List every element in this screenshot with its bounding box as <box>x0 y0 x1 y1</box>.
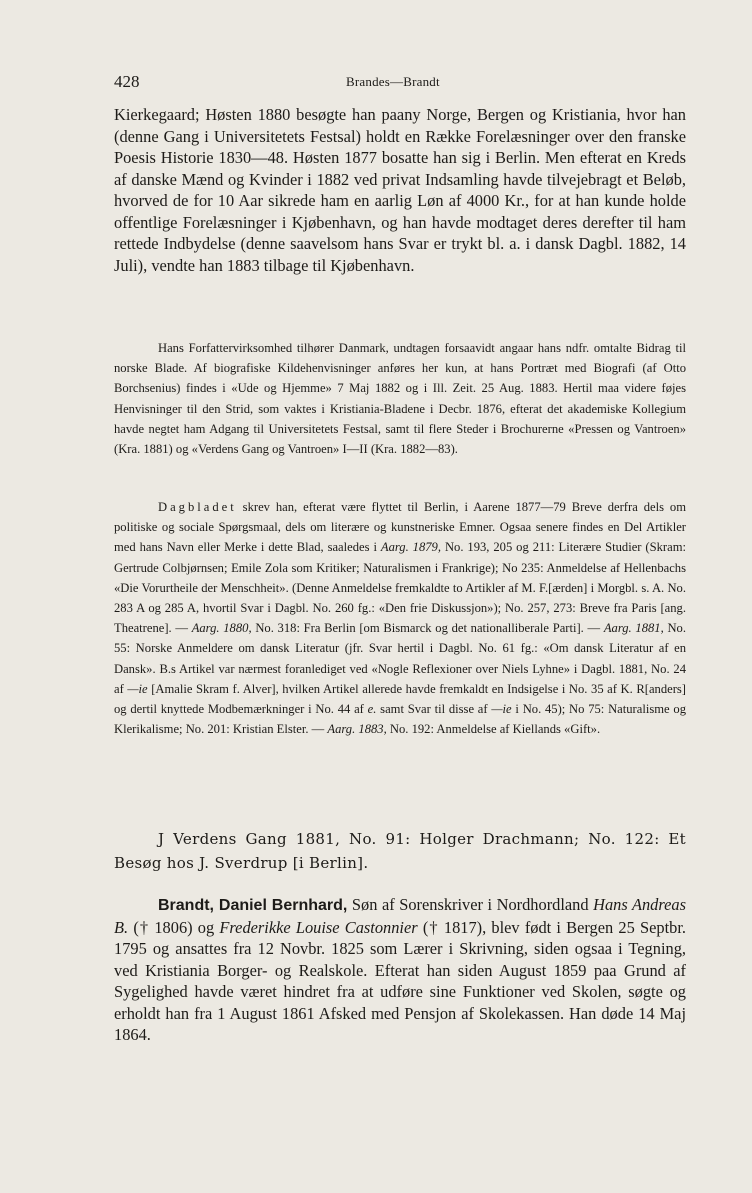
entry-brandt <box>114 894 686 1046</box>
dagbladet-name: Dagbladet <box>158 500 237 514</box>
text-segment: [Amalie Skram f. Alver], hvilken Artikel allerede havde fremkaldt en Indsigelse i No. 35 af K. R[anders] og dertil knyttede Modbemærkninger i No. 44 af <box>114 681 687 717</box>
year-ref: Aarg. 1883, <box>327 722 387 737</box>
signature-ref: —ie <box>491 702 512 717</box>
signature-ref: —ie <box>127 681 148 696</box>
signature-ref: e. <box>367 702 377 717</box>
text-segment: († 1806) og <box>128 917 220 937</box>
text-segment: No. 318: Fra Berlin [om Bismarck og det nationalliberale Parti]. — <box>251 621 604 636</box>
text-segment: skrev han, efterat være flyttet til Berlin, i Aarene 1877—79 Breve derfra dels om politiske og sociale Spørgsmaal, dels om literære og kunstneriske Emner. Ogsaa senere findes en Del Artikler med hans Navn eller Merke i dette Blad, saaledes i <box>114 500 686 555</box>
text-segment: i No. 45); No 75: Naturalisme og Klerikalisme; No. 201: Kristian Elster. — <box>114 702 686 737</box>
paragraph-verdens-gang: J Verdens Gang 1881, No. 91: Holger Drachmann; No. 122: Et Besøg hos J. Sverdrup [i Berlin]. <box>114 830 686 872</box>
year-ref: Aarg. 1880, <box>191 621 252 636</box>
text-segment: No. 193, 205 og 211: Literære Studier (Skram: Gertrude Colbjørnsen; Emile Zola som Kritiker; Naturalismen i Frankrige); No 235: Anmeldelse af Hellenbachs «Die Vorurtheile der Menschheit». (Denne Anmeldelse fremkaldte to Artikler af M. F.[ærden] i Morgbl. s. A. No. 283 A og 285 A, hvortil Svar i Dagbl. No. 260 fg.: «Den frie Diskussjon»); No. 257, 273: Breve fra Paris [ang. Theatrene]. — <box>114 540 686 636</box>
page-number: 428 <box>114 72 140 91</box>
paragraph-sources: Hans Forfattervirksomhed tilhører Danmark, undtagen forsaavidt angaar hans ndfr. omtalte Bidrag til norske Blade. Af biografiske Kildehenvisninger anføres her kun, at hans Portræt med Biografi (af Otto Borchsenius) findes i «Ude og Hjemme» 7 Maj 1882 og i Ill. Zeit. 25 Aug. 1883. Hertil maa videre føjes Henvisninger til den Strid, som vaktes i Kristiania-Bladene i Decbr. 1876, efterat det akademiske Kollegium havde negtet ham Adgang til Universitetets Festsal, samt til flere Steder i Brochurerne «Pressen og Vantroen» (Kra. 1881) og «Verdens Gang og Vantroen» I—II (Kra. 1882—83). <box>114 341 686 457</box>
running-head: Brandes—Brandt <box>346 74 440 89</box>
text-segment: No. 192: Anmeldelse af Kiellands «Gift». <box>386 722 601 737</box>
mother-name: Frederikke Louise Castonnier <box>219 917 418 937</box>
entry-name: Brandt, Daniel Bernhard, <box>158 897 348 914</box>
text-segment: († 1817), blev født i Bergen 25 Septbr. 1795 og ansattes fra 12 Novbr. 1825 som Lærer i Skrivning, siden ogsaa i Tegning, ved Kristiania Borger- og Realskole. Efterat han siden August 1859 paa Grund af Sygelighed havde været hindret fra at udføre sine Funktioner ved Skolen, søgte og erholdt han fra 1 August 1861 Afsked med Pensjon af Skolekassen. Han døde 14 Maj 1864. <box>114 917 686 1044</box>
paragraph-dagbladet <box>114 497 686 739</box>
text-segment: Søn af Sorenskriver i Nordhordland <box>347 895 594 914</box>
paragraph-continuation: Kierkegaard; Høsten 1880 besøgte han paany Norge, Bergen og Kristiania, hvor han (denne Gang i Universitetets Festsal) holdt en Række Forelæsninger over den franske Poesis Historie 1830—48. Høsten 1877 bosatte han sig i Berlin. Men efterat en Kreds af danske Mænd og Kvinder i 1882 ved privat Indsamling havde tilvejebragt et Beløb, hvorved de for 10 Aar sikrede ham en aarlig Løn af 4000 Kr., for at han kunde holde offentlige Forelæsninger i Kjøbenhavn, og han havde modtaget deres derefter til ham rettede Indbydelse (denne saavelsom hans Svar er trykt bl. a. i dansk Dagbl. 1882, 14 Juli), vendte han 1883 tilbage til Kjøbenhavn. <box>114 105 686 275</box>
father-name: Hans Andreas B. <box>114 895 686 937</box>
text-segment: No. 55: Norske Anmeldere om dansk Literatur (jfr. Svar hertil i Dagbl. No. 61 fg.: «Om dansk Literatur af en Dansk». B.s Artikel var nærmest foranlediget ved «Nogle Reflexioner over Niels Lyhne» i Dagbl. 1881, No. 24 af <box>114 621 686 696</box>
year-ref: Aarg. 1879, <box>380 540 442 555</box>
text-segment: samt Svar til disse af <box>376 702 492 717</box>
year-ref: Aarg. 1881, <box>603 621 664 636</box>
page-header <box>114 72 686 92</box>
